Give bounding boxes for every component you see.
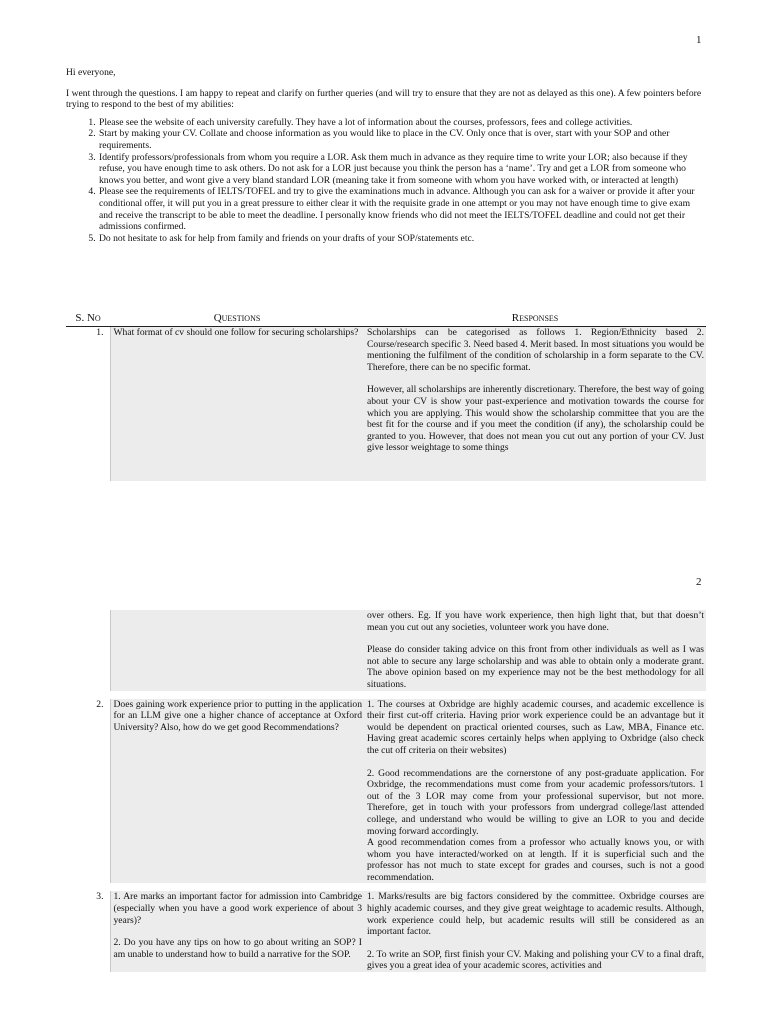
question-cell bbox=[110, 699, 364, 884]
question-text: 1. Are marks an important factor for admission into Cambridge (especially when you have a good work experience of about 3 years)? bbox=[113, 891, 362, 926]
response-cell bbox=[364, 610, 706, 691]
row-number bbox=[66, 610, 110, 691]
question-text: Does gaining work experience prior to putting in the application for an LLM give one a higher chance of acceptance at Oxford University? Also, how do we get good Recommendations? bbox=[113, 698, 362, 733]
response-text: 1. The courses at Oxbridge are highly academic courses, and academic excellence is their first cut-off criteria. Having prior work experience could be an advantage but it would be dependent on practical oriented courses, such as Law, MBA, Finance etc. Having great academic scores certainly helps when applying to Oxbridge (also check the cut off criteria on their websites) bbox=[367, 698, 704, 756]
header-responses: Responses bbox=[364, 312, 706, 327]
page-number: 1 bbox=[696, 34, 702, 46]
row-number: 1. bbox=[96, 327, 104, 338]
response-text: Please do consider taking advice on this front from other individuals as well as I was not able to secure any large scholarship and was able to obtain only a moderate grant. The above opinion based on my experience may not be the best methodology for all situations. bbox=[367, 644, 704, 690]
response-text: 1. Marks/results are big factors considered by the committee. Oxbridge courses are highly academic courses, and they give great weightage to academic results. Although, work experience could help, but academic results will still be considered as an important factor. bbox=[367, 891, 704, 938]
question-cell bbox=[110, 891, 364, 972]
response-text: Scholarships can be categorised as follows 1. Region/Ethnicity based 2. Course/research specific 3. Need based 4. Merit based. In most situations you would be mentioning the fulfilment of the condition of scholarship in a form separate to the CV. Therefore, there can be no specific format. bbox=[367, 327, 704, 373]
pointer-item: 3. Identify professors/professionals from whom you require a LOR. Ask them much in advance as they require time to write your LOR; also because if they refuse, you have enough time to ask others. Do not ask for a LOR just because you think the person has a ‘name’. Try and get a LOR from someone who knows you better, and wont give a very bland standard LOR (meaning take it from someone with whom you have worked with, or interacted at length) bbox=[98, 152, 706, 187]
table-row bbox=[66, 327, 706, 482]
question-cell bbox=[110, 327, 364, 482]
table-row bbox=[66, 610, 706, 691]
pointer-item: 1. Please see the website of each university carefully. They have a lot of information about the courses, professors, fees and college activities. bbox=[98, 117, 706, 129]
response-text: A good recommendation comes from a professor who actually knows you, or with whom you have interacted/worked on at length. If it is superficial such and the professor has not much to state except for grades and courses, such is not a good recommendation. bbox=[367, 837, 704, 883]
question-text: 2. Do you have any tips on how to go about writing an SOP? I am unable to understand how to build a narrative for the SOP. bbox=[113, 937, 362, 960]
greeting: Hi everyone, bbox=[66, 67, 116, 78]
table-header-row bbox=[66, 312, 706, 327]
response-cell bbox=[364, 327, 706, 482]
response-cell bbox=[364, 699, 706, 884]
pointer-item: 4. Please see the requirements of IELTS/TOFEL and try to give the examinations much in advance. Although you can ask for a waiver or provide it after your conditional offer, it will put you in a great pressure to either clear it with the requisite grade in one attempt or you may not have enough time to give exam and receive the transcript to be able to meet the deadline. I personally know friends who did not meet the IELTS/TOFEL deadline and could not get their admissions confirmed. bbox=[98, 186, 706, 232]
intro-section bbox=[66, 67, 706, 244]
question-cell bbox=[110, 610, 364, 691]
qa-table-page2 bbox=[66, 610, 706, 972]
question-text: What format of cv should one follow for securing scholarships? bbox=[113, 327, 359, 338]
pointer-item: 5. Do not hesitate to ask for help from family and friends on your drafts of your SOP/statements etc. bbox=[98, 233, 706, 245]
response-text: over others. Eg. If you have work experience, then high light that, but that doesn’t mean you cut out any societies, volunteer work you have done. bbox=[367, 610, 704, 633]
row-number: 3. bbox=[96, 891, 104, 903]
qa-table-page1 bbox=[66, 312, 706, 481]
row-number: 2. bbox=[96, 698, 104, 710]
response-text: However, all scholarships are inherently discretionary. Therefore, the best way of going about your CV is show your past-experience and motivation towards the course for which you are applying. This would show the scholarship committee that you are the best fit for the course and if you meet the condition (if any), the scholarship could be granted to you. However, that does not mean you cut out any portion of your CV. Just give lessor weightage to some things bbox=[367, 384, 704, 454]
pointers-list bbox=[66, 117, 706, 245]
page-number: 2 bbox=[696, 576, 702, 588]
header-questions: Questions bbox=[110, 312, 364, 327]
response-text: 2. Good recommendations are the cornerstone of any post-graduate application. For Oxbridge, the recommendations must come from your academic professors/tutors. 1 out of the 3 LOR may come from your professional supervisor, but not more. Therefore, get in touch with your professors from undergrad college/last attended college, and understand who would be willing to give an LOR to you and decide moving forward accordingly. bbox=[367, 767, 704, 837]
response-cell bbox=[364, 891, 706, 972]
header-sno: S. No bbox=[66, 312, 110, 327]
intro-paragraph: I went through the questions. I am happy to repeat and clarify on further queries (and will try to ensure that they are not as delayed as this one). A few pointers before trying to respond to the best of my abilities: bbox=[66, 87, 702, 111]
table-row bbox=[66, 699, 706, 884]
pointer-item: 2. Start by making your CV. Collate and choose information as you would like to place in the CV. Only once that is over, start with your SOP and other requirements. bbox=[98, 128, 706, 151]
response-text: 2. To write an SOP, first finish your CV. Making and polishing your CV to a final draft, gives you a great idea of your academic scores, activities and bbox=[367, 948, 704, 972]
table-row bbox=[66, 891, 706, 972]
